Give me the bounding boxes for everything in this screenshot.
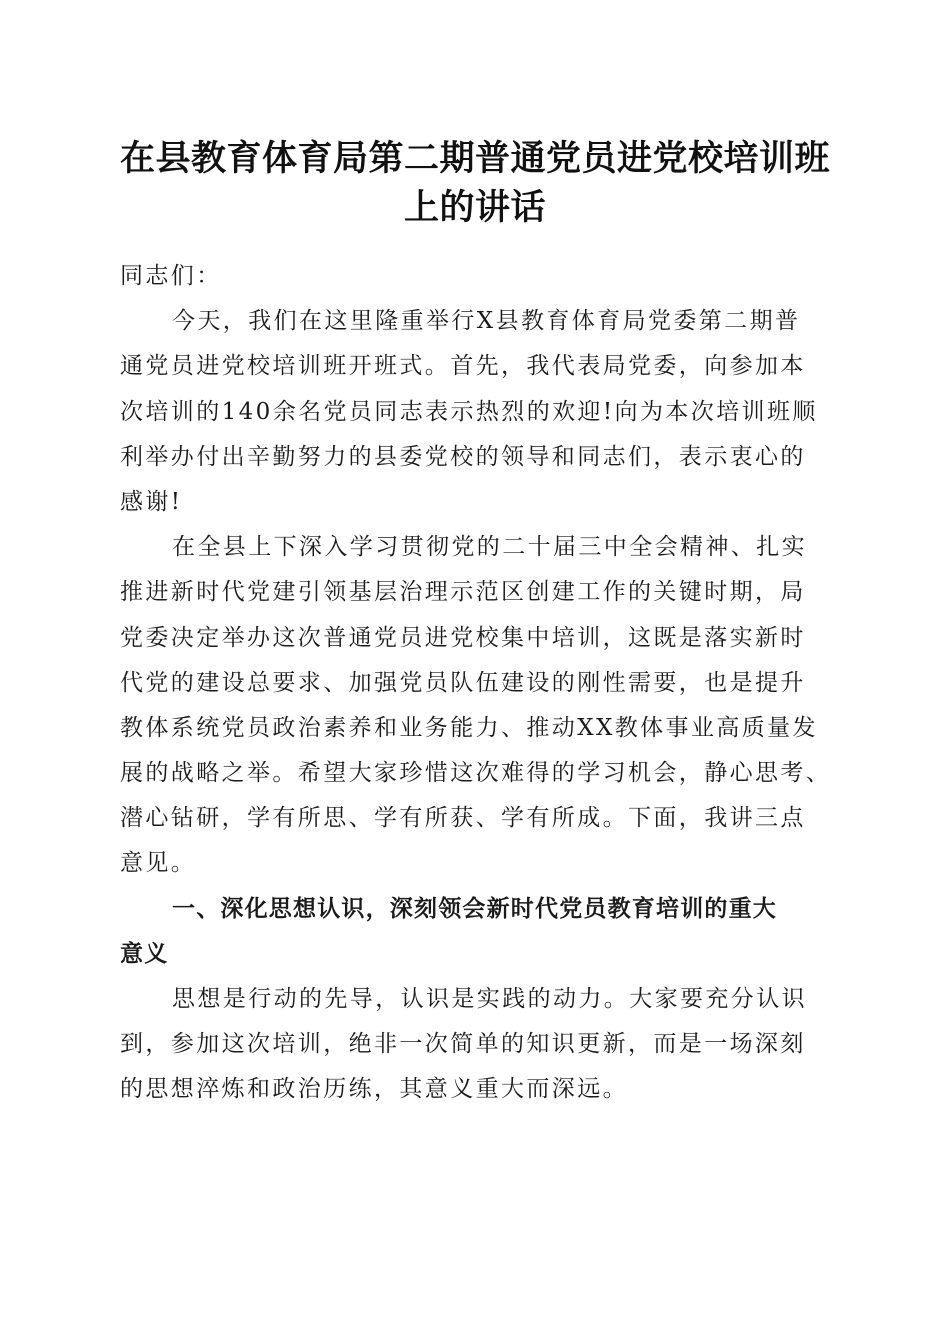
paragraph-line: 展的战略之举。希望大家珍惜这次难得的学习机会，静心思考、 (120, 760, 832, 787)
paragraph-line: 教体系统党员政治素养和业务能力、推动XX教体事业高质量发 (120, 714, 818, 741)
paragraph-line: 感谢! (120, 488, 183, 515)
section-heading-line: 一、深化思想认识，深刻领会新时代党员教育培训的重大 (172, 895, 777, 922)
paragraph-line: 在全县上下深入学习贯彻党的二十届三中全会精神、扎实 (172, 534, 807, 561)
paragraph-section-one (120, 977, 830, 1113)
document-body (120, 254, 830, 1113)
paragraph-line: 党委决定举办这次普通党员进党校集中培训，这既是落实新时 (120, 624, 806, 651)
paragraph-line: 思想是行动的先导，认识是实践的动力。大家要充分认识 (172, 986, 807, 1012)
paragraph-line: 推进新时代党建引领基层治理示范区创建工作的关键时期，局 (120, 579, 806, 606)
paragraph-line: 代党的建设总要求、加强党员队伍建设的刚性需要，也是提升 (120, 669, 806, 696)
section-heading-line: 意义 (120, 940, 169, 967)
paragraph-line: 通党员进党校培训班开班式。首先，我代表局党委，向参加本 (120, 353, 806, 380)
paragraph-line: 到，参加这次培训，绝非一次简单的知识更新，而是一场深刻 (120, 1031, 806, 1058)
paragraph-line: 利举办付出辛勤努力的县委党校的领导和同志们，表示衷心的 (120, 443, 806, 470)
paragraph-line: 潜心钻研，学有所思、学有所获、学有所成。下面，我讲三点 (120, 805, 806, 832)
document-title (100, 134, 850, 232)
paragraph-line: 意见。 (120, 850, 197, 877)
section-heading (120, 887, 830, 977)
salutation: 同志们： (120, 263, 222, 289)
paragraph-opening (120, 299, 830, 525)
paragraph-context (120, 525, 830, 887)
paragraph-line: 今天，我们在这里隆重举行X县教育体育局党委第二期普 (172, 308, 801, 335)
title-line-2: 上的讲话 (403, 187, 546, 228)
title-line-1: 在县教育体育局第二期普通党员进党校培训班 (119, 138, 830, 179)
paragraph-line: 的思想淬炼和政治历练，其意义重大而深远。 (120, 1076, 628, 1103)
paragraph-line: 次培训的140余名党员同志表示热烈的欢迎!向为本次培训班顺 (120, 398, 818, 425)
